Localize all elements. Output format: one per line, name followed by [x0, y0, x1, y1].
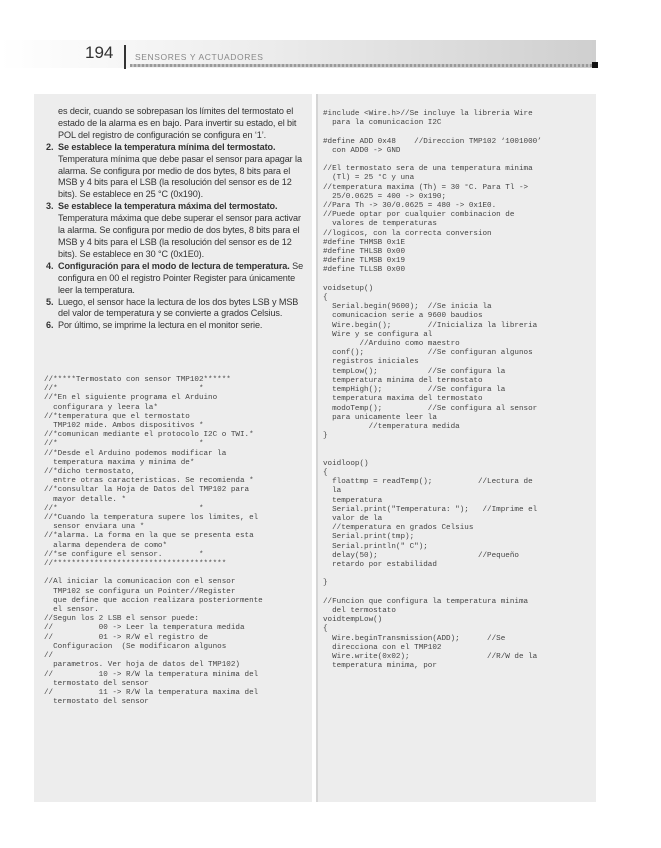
- item-number: 4.: [46, 260, 54, 271]
- page-number: 194: [85, 43, 114, 62]
- list-item: [46, 201, 305, 261]
- item-heading: Se establece la temperatura mínima del termostato.: [58, 141, 276, 152]
- item-number: 2.: [46, 141, 54, 152]
- item-number: 6.: [46, 320, 54, 331]
- code-listing-left: //*****Termostato con sensor TMP102****** //* * //*En el siguiente programa el Arduino configurara y leera la* //*temperatura que el termostato TMP102 mide. Ambos dispositivos * //*comunican mediante el protocolo I2C o TWI.* //* * //*Desde el Arduino podemos modificar la temperatura maxima y minima de* //*dicho termostato, entre otras caracteristicas. Se recomienda * //*consultar la Hoja de Datos del TMP102 para mayor detalle. * //* * //*Cuando la temperatura supere los limites, el sensor enviara una * //*alarma. La forma en la que se presenta esta alarma dependera de como* //*se configure el sensor. * //************************************** //Al iniciar la comunicacion con el sensor TMP102 se configura un Pointer//Register que define que accion realizara posteriormente el sensor. //Segun los 2 LSB el sensor puede: // 00 -> Leer la temperatura medida // 01 -> R/W el registro de Configuracion (Se modificaron algunos // parametros. Ver hoja de datos del TMP102) // 10 -> R/W la temperatura minima del termostato del sensor // 11 -> R/W la temperatura maxima del termostato del sensor: [44, 376, 263, 707]
- list-item: [46, 297, 305, 321]
- item-text: Temperatura máxima que debe superar el sensor para activar la alarma. Se configura por medio de dos bytes, 8 bits para el MSB y 4 bits para el LSB (la resolución del sensor es de 12 bits). Se establece en 30 °C (0x1E0).: [58, 213, 301, 259]
- list-item: [46, 320, 305, 332]
- header-end-mark: [592, 62, 598, 68]
- item-text: Luego, el sensor hace la lectura de los dos bytes LSB y MSB del valor de temperatura y se convierte a grados Celsius.: [58, 296, 299, 319]
- item-heading: Se establece la temperatura máxima del termostato.: [58, 201, 278, 212]
- intro-paragraph: es decir, cuando se sobrepasan los límites del termostato el estado de la alarma es en bajo. Para invertir su estado, el bit POL del registro de configuración se configura en ‘1’.: [58, 106, 297, 140]
- item-text: Se configura en 00 el registro Pointer Register para únicamente leer la temperatura.: [58, 260, 304, 295]
- code-listing-right: #include <Wire.h>//Se incluye la libreria Wire para la comunicacion I2C #define ADD 0x48 //Direccion TMP102 ‘1001000’ con ADD0 -> GND //El termostato sera de una temperatura minima (Tl) = 25 °C y una //temperatura maxima (Th) = 30 °C. Para Tl -> 25/0.0625 = 400 -> 0x190; //Para Th -> 30/0.0625 = 480 -> 0x1E0. //Puede optar por cualquier combinacion de valores de temperaturas //logicos, con la correcta conversion #define THMSB 0x1E #define THLSB 0x00 #define TLMSB 0x19 #define TLLSB 0x00 voidsetup() { Serial.begin(9600); //Se inicia la comunicacion serie a 9600 baudios Wire.begin(); //Inicializa la libreria Wire y se configura al //Arduino como maestro conf(); //Se configuran algunos registros iniciales tempLow(); //Se configura la temperatura minima del termostato tempHigh(); //Se configura la temperatura maxima del termostato modoTemp(); //Se configura al sensor para unicamente leer la //temperatura medida } voidloop() { floattmp = readTemp(); //Lectura de la temperatura Serial.print("Temperatura: "); //Imprime el valor de la //temperatura en grados Celsius Serial.print(tmp); Serial.println(" C"); delay(50); //Pequeño retardo por estabilidad } //Funcion que configura la temperatura minima del termostato voidtempLow() { Wire.beginTransmission(ADD); //Se direcciona con el TMP102 Wire.write(0x02); //R/W de la temperatura minima, por: [323, 110, 542, 671]
- section-title: SENSORES Y ACTUADORES: [135, 52, 264, 62]
- header-rule: [130, 64, 596, 67]
- steps-text: [46, 106, 305, 332]
- header-separator: [124, 45, 126, 69]
- item-text: Por último, se imprime la lectura en el monitor serie.: [58, 320, 263, 331]
- item-text: Temperatura mínima que debe pasar el sensor para apagar la alarma. Se configura por medio de dos bytes, 8 bits para el MSB y 4 bits para el LSB (la resolución del sensor es de 12 bits). Se establece en 25 °C (0x190).: [58, 153, 302, 200]
- item-heading: Configuración para el modo de lectura de temperatura.: [58, 260, 290, 271]
- item-number: 3.: [46, 201, 54, 212]
- list-item: [46, 261, 305, 297]
- column-divider: [316, 94, 318, 802]
- item-number: 5.: [46, 296, 54, 307]
- list-item: [46, 142, 305, 202]
